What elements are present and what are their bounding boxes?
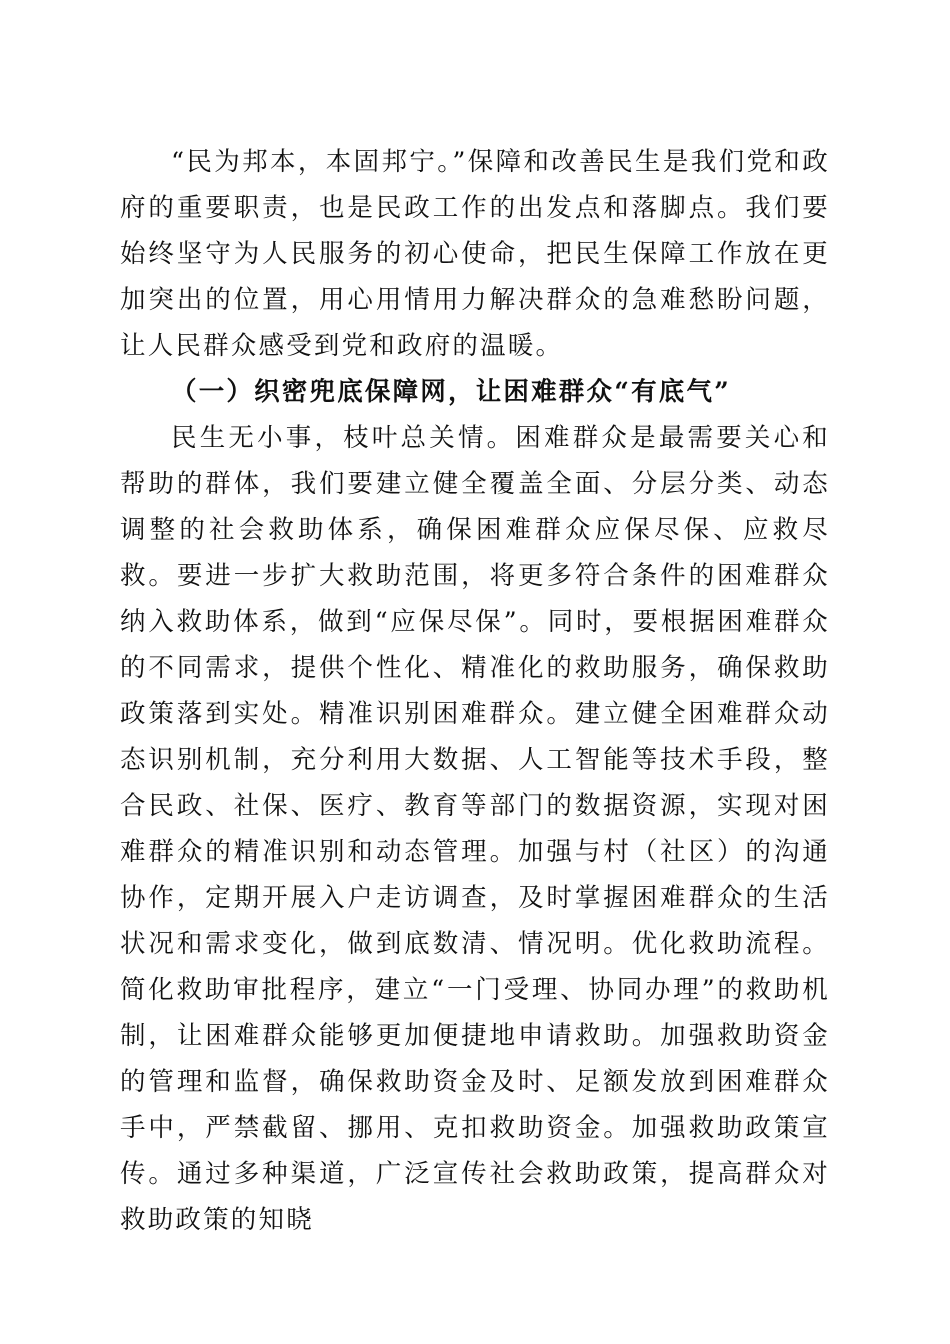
section-paragraph: 民生无小事，枝叶总关情。困难群众是最需要关心和帮助的群体，我们要建立健全覆盖全面、分层分类、动态调整的社会救助体系，确保困难群众应保尽保、应救尽救。要进一步扩大救助范围，将更多符合条件的困难群众纳入救助体系，做到“应保尽保”。同时，要根据困难群众的不同需求，提供个性化、精准化的救助服务，确保救助政策落到实处。精准识别困难群众。建立健全困难群众动态识别机制，充分利用大数据、人工智能等技术手段，整合民政、社保、医疗、教育等部门的数据资源，实现对困难群众的精准识别和动态管理。加强与村（社区）的沟通协作，定期开展入户走访调查，及时掌握困难群众的生活状况和需求变化，做到底数清、情况明。优化救助流程。简化救助审批程序，建立“一门受理、协同办理”的救助机制，让困难群众能够更加便捷地申请救助。加强救助资金的管理和监督，确保救助资金及时、足额发放到困难群众手中，严禁截留、挪用、克扣救助资金。加强救助政策宣传。通过多种渠道，广泛宣传社会救助政策，提高群众对救助政策的知晓 [120,423,830,1235]
intro-paragraph: “民为邦本，本固邦宁。”保障和改善民生是我们党和政府的重要职责，也是民政工作的出发点和落脚点。我们要始终坚守为人民服务的初心使命，把民生保障工作放在更加突出的位置，用心用情用力解决群众的急难愁盼问题，让人民群众感受到党和政府的温暖。 [120,147,830,361]
section-heading: （一）织密兜底保障网，让困难群众“有底气” [171,377,732,407]
document-body [120,139,830,1243]
